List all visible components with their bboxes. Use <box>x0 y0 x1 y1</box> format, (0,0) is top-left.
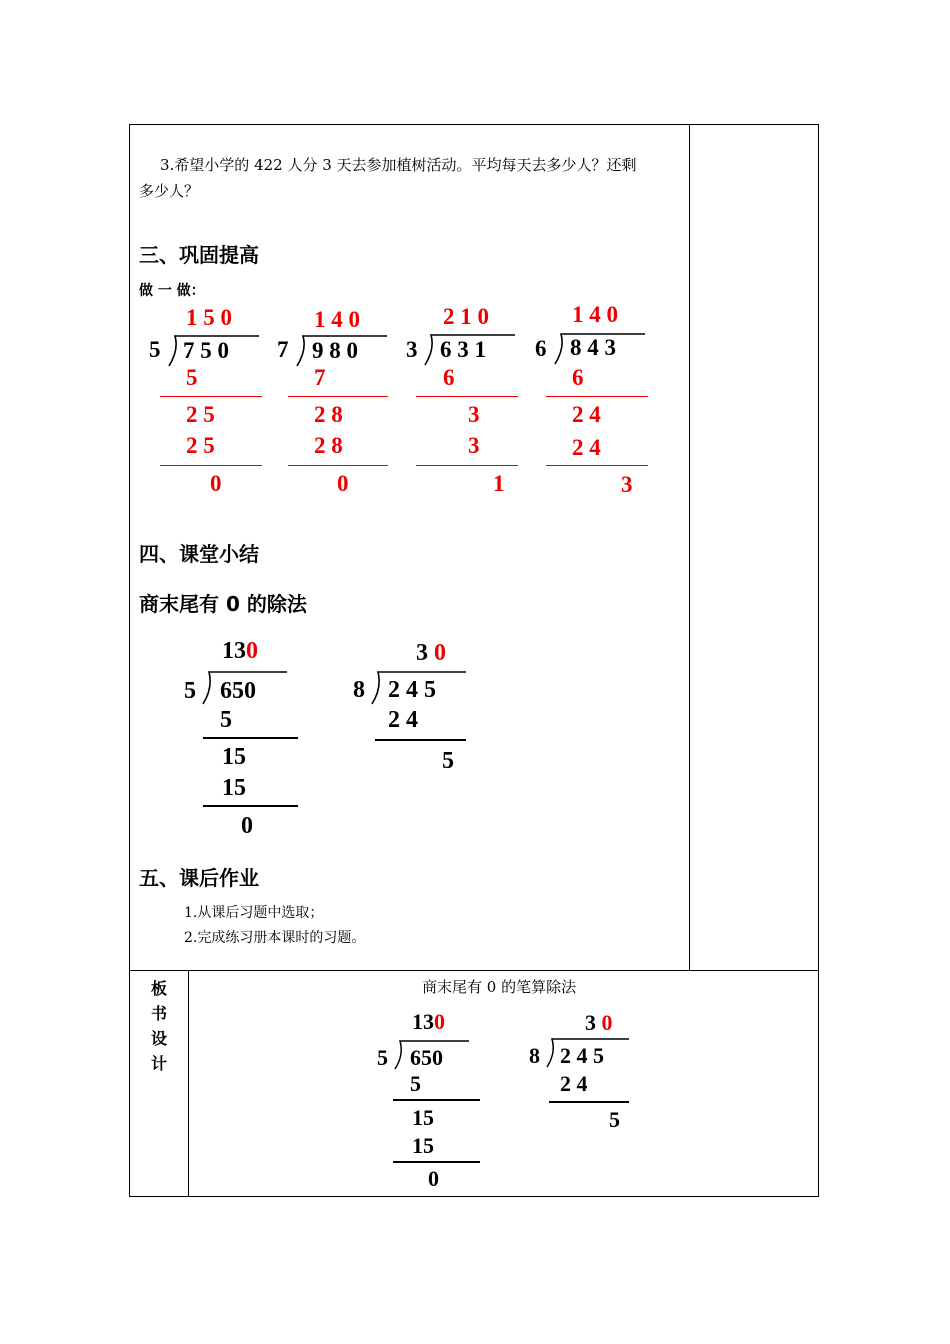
section3-subtitle: 做 一 做： <box>139 283 205 299</box>
final-remainder: 0 <box>210 471 222 496</box>
rule-1 <box>393 1099 480 1101</box>
final-remainder: 3 <box>621 472 633 497</box>
divisor: 5 <box>184 678 196 704</box>
dividend: 2 4 5 <box>388 677 436 703</box>
subtrahend-2: 15 <box>222 775 246 801</box>
table-border-bottom <box>129 1196 819 1197</box>
dividend: 7 5 0 <box>183 338 229 363</box>
remainder-1: 15 <box>412 1105 434 1130</box>
rule-1 <box>288 396 388 397</box>
dividend: 9 8 0 <box>312 338 358 363</box>
quotient: 3 0 <box>585 1010 613 1035</box>
section5-title: 五、课后作业 <box>139 866 259 890</box>
divisor: 5 <box>377 1045 388 1070</box>
subtrahend-2: 2 8 <box>314 433 343 458</box>
dividend: 6 3 1 <box>440 337 486 362</box>
quotient: 2 1 0 <box>443 304 489 329</box>
divisor: 6 <box>535 336 547 361</box>
dividend: 8 4 3 <box>570 335 616 360</box>
board-label-char: 计 <box>151 1054 168 1073</box>
quotient: 1 4 0 <box>572 302 618 327</box>
rule-1 <box>549 1101 629 1103</box>
rule-2 <box>203 805 298 807</box>
problem3-line2: 多少人？ <box>139 182 200 200</box>
quotient: 1 5 0 <box>186 305 232 330</box>
board-label-char: 书 <box>151 1004 168 1023</box>
subtrahend-1: 2 4 <box>388 707 418 733</box>
final-remainder: 5 <box>442 748 454 774</box>
rule-1 <box>375 739 466 741</box>
subtrahend-2: 15 <box>412 1133 434 1158</box>
subtrahend-1: 6 <box>572 365 584 390</box>
table-border-left <box>129 124 130 1197</box>
remainder-1: 15 <box>222 744 246 770</box>
table-col-divider-bottom <box>188 970 189 1196</box>
quotient: 1 4 0 <box>314 307 360 332</box>
divisor: 8 <box>529 1043 540 1068</box>
rule-1 <box>160 396 262 397</box>
final-remainder: 0 <box>428 1166 439 1191</box>
subtrahend-1: 5 <box>410 1071 421 1096</box>
table-border-top <box>129 124 819 125</box>
rule-2 <box>160 465 262 466</box>
rule-2 <box>416 465 518 466</box>
rule-2 <box>393 1161 480 1163</box>
dividend: 650 <box>410 1045 443 1070</box>
subtrahend-1: 2 4 <box>560 1071 588 1096</box>
divisor: 8 <box>353 677 365 703</box>
rule-1 <box>416 396 518 397</box>
remainder-1: 2 4 <box>572 402 601 427</box>
remainder-1: 3 <box>468 402 480 427</box>
subtrahend-1: 7 <box>314 365 326 390</box>
subtrahend-1: 6 <box>443 365 455 390</box>
section3-title: 三、巩固提高 <box>139 243 259 267</box>
subtrahend-1: 5 <box>186 365 198 390</box>
subtrahend-2: 3 <box>468 433 480 458</box>
rule-1 <box>203 737 298 739</box>
final-remainder: 1 <box>493 471 505 496</box>
board-label-char: 设 <box>151 1029 168 1048</box>
dividend: 2 4 5 <box>560 1043 604 1068</box>
dividend: 650 <box>220 678 256 704</box>
problem3-line1: 3.希望小学的 422 人分 3 天去参加植树活动。平均每天去多少人？还剩 <box>160 156 637 174</box>
board-label-char: 板 <box>151 979 168 998</box>
divisor: 7 <box>277 337 289 362</box>
final-remainder: 5 <box>609 1107 620 1132</box>
divisor: 5 <box>149 337 161 362</box>
table-col-divider-top <box>689 124 690 970</box>
homework-item-2: 2.完成练习册本课时的习题。 <box>184 930 366 946</box>
subtrahend-2: 2 5 <box>186 433 215 458</box>
final-remainder: 0 <box>337 471 349 496</box>
homework-item-1: 1.从课后习题中选取； <box>184 905 324 921</box>
section4-title: 四、课堂小结 <box>139 542 259 566</box>
board-title: 商末尾有 0 的笔算除法 <box>422 978 577 996</box>
rule-2 <box>288 465 388 466</box>
subtrahend-2: 2 4 <box>572 435 601 460</box>
subtrahend-1: 5 <box>220 707 232 733</box>
quotient: 3 0 <box>416 640 446 666</box>
divisor: 3 <box>406 337 418 362</box>
quotient: 130 <box>412 1009 445 1034</box>
rule-1 <box>546 396 648 397</box>
section4-subtitle: 商末尾有 0 的除法 <box>139 592 307 616</box>
final-remainder: 0 <box>241 813 253 839</box>
table-row-divider <box>129 970 819 971</box>
table-border-right <box>818 124 819 1197</box>
remainder-1: 2 5 <box>186 402 215 427</box>
remainder-1: 2 8 <box>314 402 343 427</box>
rule-2 <box>546 465 648 466</box>
quotient: 130 <box>222 638 258 664</box>
